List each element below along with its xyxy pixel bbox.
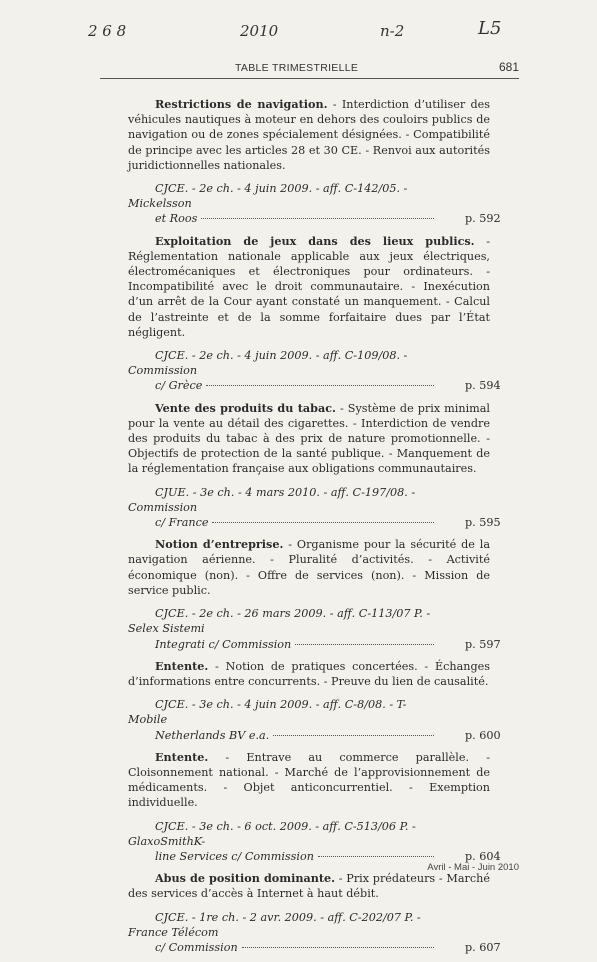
entry-reference	[128, 181, 501, 227]
list-item	[128, 97, 501, 227]
entry-keyword: Entente.	[155, 658, 209, 673]
handwritten-note-2: 2010	[240, 22, 279, 40]
page-reference: p. 600	[465, 728, 501, 742]
entry-abstract	[128, 234, 490, 340]
reference-line-2	[128, 637, 501, 652]
page-reference: p. 592	[465, 212, 501, 226]
reference-line-2	[128, 378, 501, 393]
reference-line-2	[128, 211, 501, 226]
entry-abstract	[128, 750, 490, 811]
reference-tail: c/ France	[155, 516, 209, 530]
entry-keyword: Restrictions de navigation.	[155, 97, 328, 111]
entry-keyword: Notion d’entreprise.	[155, 537, 284, 552]
reference-line: CJUE. - 3e ch. - 4 mars 2010. - aff. C-197/08. - Commission	[128, 485, 416, 514]
entry-text: - Notion de pratiques concertées. - Échanges d’informations entre concurrents. - Preuve du lien de causalité.	[128, 659, 490, 688]
entry-text: - Système de prix minimal pour la vente au détail des cigarettes. - Interdiction de vendre des produits du tabac à des prix de nature promotionnelle. - Objectifs de protection de la santé publique. - Manquement de la réglementation française aux obligations communautaires.	[128, 401, 491, 476]
reference-line-2	[128, 515, 501, 530]
reference-line-2	[128, 728, 501, 743]
entry-reference	[128, 606, 501, 652]
dot-leader	[295, 644, 434, 645]
entry-text: - Entrave au commerce parallèle. - Cloisonnement national. - Marché de l’approvisionnement de médicaments. - Objet anticoncurrentiel. - Exemption individuelle.	[128, 750, 490, 810]
handwritten-note-4: L5	[478, 18, 502, 39]
list-item	[128, 400, 501, 531]
entry-keyword: Entente.	[155, 749, 209, 764]
running-title: TABLE TRIMESTRIELLE	[235, 62, 359, 74]
page-number: 681	[498, 60, 519, 74]
reference-line-2	[128, 940, 501, 955]
dot-leader	[201, 218, 434, 219]
list-item	[128, 871, 501, 955]
entry-keyword: Vente des produits du tabac.	[155, 400, 336, 415]
entry-reference	[128, 819, 501, 865]
entry-keyword: Abus de position dominante.	[155, 871, 336, 886]
entry-abstract	[128, 659, 490, 689]
running-header	[100, 62, 519, 79]
reference-tail: c/ Commission	[155, 940, 238, 954]
entry-text: - Organisme pour la sécurité de la navigation aérienne. - Pluralité d’activités. - Activité économique (non). - Offre de services (non). - Mission de service public.	[128, 538, 490, 597]
reference-tail: Netherlands BV e.a.	[155, 728, 270, 742]
page-footer: Avril - Mai - Juin 2010	[427, 862, 519, 873]
page-reference: p. 597	[465, 637, 501, 651]
reference-tail: line Services c/ Commission	[155, 849, 314, 863]
page-reference: p. 607	[465, 940, 501, 954]
reference-line: CJCE. - 3e ch. - 4 juin 2009. - aff. C-8/08. - T-Mobile	[128, 698, 407, 727]
dot-leader	[206, 385, 434, 386]
list-item	[128, 537, 501, 651]
entry-reference	[128, 348, 501, 394]
reference-line: CJCE. - 2e ch. - 26 mars 2009. - aff. C-113/07 P. - Selex Sistemi	[128, 607, 431, 636]
reference-line: CJCE. - 2e ch. - 4 juin 2009. - aff. C-142/05. - Mickelsson	[128, 182, 408, 211]
dot-leader	[318, 856, 434, 857]
entry-abstract	[128, 871, 490, 901]
entry-reference	[128, 485, 501, 531]
entry-abstract	[128, 97, 490, 173]
entry-keyword: Exploitation de jeux dans des lieux publics.	[155, 233, 475, 248]
entry-reference	[128, 697, 501, 743]
entry-abstract	[128, 401, 490, 477]
reference-line: CJCE. - 1re ch. - 2 avr. 2009. - aff. C-202/07 P. - France Télécom	[128, 910, 421, 939]
page-reference: p. 604	[465, 849, 501, 863]
handwritten-note-3: n-2	[380, 22, 405, 40]
table-content	[128, 97, 501, 962]
reference-tail: Integrati c/ Commission	[155, 637, 292, 651]
dot-leader	[242, 947, 434, 948]
handwritten-note-1: 2 6 8	[88, 22, 127, 40]
entry-text: - Prix prédateurs - Marché des services d’accès à Internet à haut débit.	[128, 872, 490, 901]
list-item	[128, 749, 501, 864]
page-reference: p. 594	[465, 379, 501, 393]
list-item	[128, 233, 501, 394]
reference-tail: et Roos	[155, 212, 198, 226]
list-item	[128, 658, 501, 743]
entry-reference	[128, 910, 501, 956]
page-reference: p. 595	[465, 516, 501, 530]
reference-line: CJCE. - 3e ch. - 6 oct. 2009. - aff. C-513/06 P. - GlaxoSmithK-	[128, 819, 416, 848]
dot-leader	[273, 735, 434, 736]
dot-leader	[212, 522, 434, 523]
entry-abstract	[128, 537, 490, 598]
reference-line: CJCE. - 2e ch. - 4 juin 2009. - aff. C-109/08. - Commission	[128, 349, 408, 378]
entry-text: - Interdiction d’utiliser des véhicules nautiques à moteur en dehors des couloirs publics de navigation ou de zones spécialement désignées. - Compatibilité de principe avec les articles 28 et 30 CE. - Renvoi aux autorités juridictionnelles nationales.	[128, 98, 490, 172]
entry-text: - Réglementation nationale applicable aux jeux électriques, électromécaniques et électroniques pour ordinateurs. - Incompatibilité avec le droit communautaire. - Inexécution d’un arrêt de la Cour ayant constaté un manquement. - Calcul de l’astreinte et de la somme forfaitaire dues par l’État négligent.	[128, 234, 491, 339]
reference-tail: c/ Grèce	[155, 379, 203, 393]
